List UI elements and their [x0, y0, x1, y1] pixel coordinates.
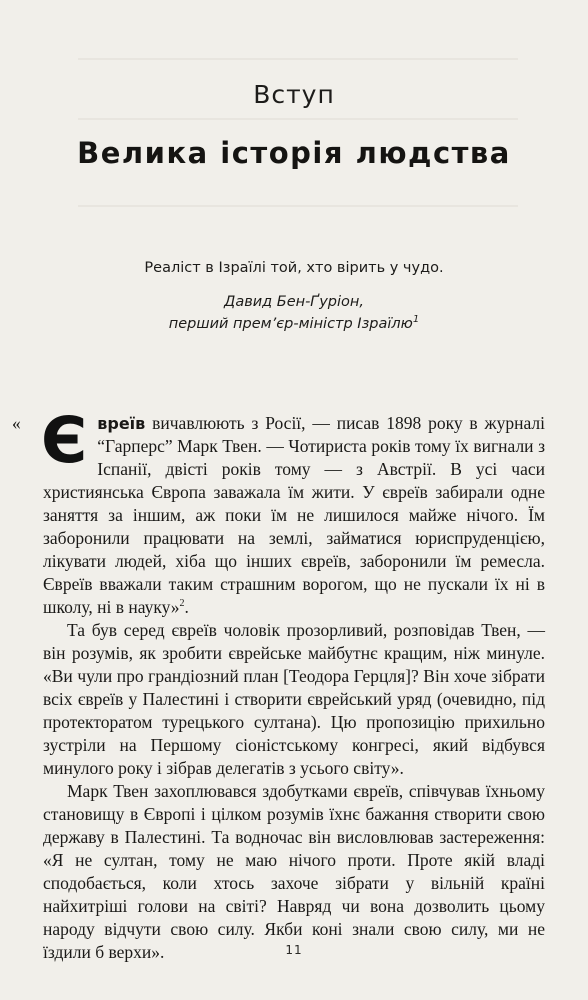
epigraph-author: Давид Бен-Ґуріон,	[223, 294, 364, 310]
footnote-marker: 2	[179, 598, 185, 610]
paragraph-end: .	[184, 597, 189, 617]
chapter-title: Велика історія людства	[77, 136, 511, 170]
drop-cap: Є	[41, 404, 88, 477]
paragraph	[41, 404, 545, 619]
lead-word: вреїв	[97, 414, 146, 433]
page-number: 11	[285, 943, 303, 957]
show-through-line	[78, 58, 518, 60]
epigraph-role-text: перший прем’єр-міністр Ізраїлю	[168, 316, 413, 332]
show-through-line	[78, 205, 518, 207]
epigraph-role	[0, 313, 588, 335]
chapter-label: Вступ	[253, 80, 335, 109]
epigraph	[0, 260, 588, 335]
opening-quote-mark: «	[12, 413, 21, 433]
paragraph: Марк Твен захоплювався здобутками євреїв, співчував їхньому становищу в Європі і цілком розумів їхнє бажання створити свою державу в Палестині. Та водночас він висловлював застереження: «Я не султан, тому не маю нічого проти. Проте якій владі сподобається, коли хтось захоче зібрати у вільній країні найхитріші голови на світі? Навряд чи вона дозволить цьому народу відчути свою силу. Якби коні знали свою силу, ми не їздили б верхи».	[43, 781, 545, 962]
paragraph: Та був серед євреїв чоловік прозорливий, розповідав Твен, — він розумів, як зробити єврейське майбутнє кращим, ніж минуле. «Ви чули про грандіозний план [Теодора Герцля]? Він хоче зібрати всіх євреїв у Палестині і створити єврейський уряд (очевидно, під протекторатом турецького султана). Цю пропозицію прихильно зустріли на Першому сіоністському конгресі, який відбувся минулого року і зібрав делегатів з усього світу».	[43, 620, 545, 778]
body-text	[12, 404, 545, 964]
epigraph-quote: Реаліст в Ізраїлі той, хто вірить у чудо.	[144, 260, 444, 276]
paragraph-text: вичавлюють з Росії, — писав 1898 року в журналі “Гарперс” Марк Твен. — Чотириста років тому їх вигнали з Іспанії, двісті років тому — з Австрії. В усі часи християнська Європа заважала їм жити. У євреїв забирали одне заняття за іншим, аж поки їм не лишилося майже нічого. Їм заборонили працювати на землі, займатися юриспруденцією, лікувати людей, хіба що інших євреїв, заборонили їм ремесла. Євреїв вважали таким страшним ворогом, що не пускали їх ні в школу, ні в науку»	[43, 413, 545, 617]
show-through-line	[78, 118, 518, 120]
footnote-marker: 1	[412, 314, 420, 326]
